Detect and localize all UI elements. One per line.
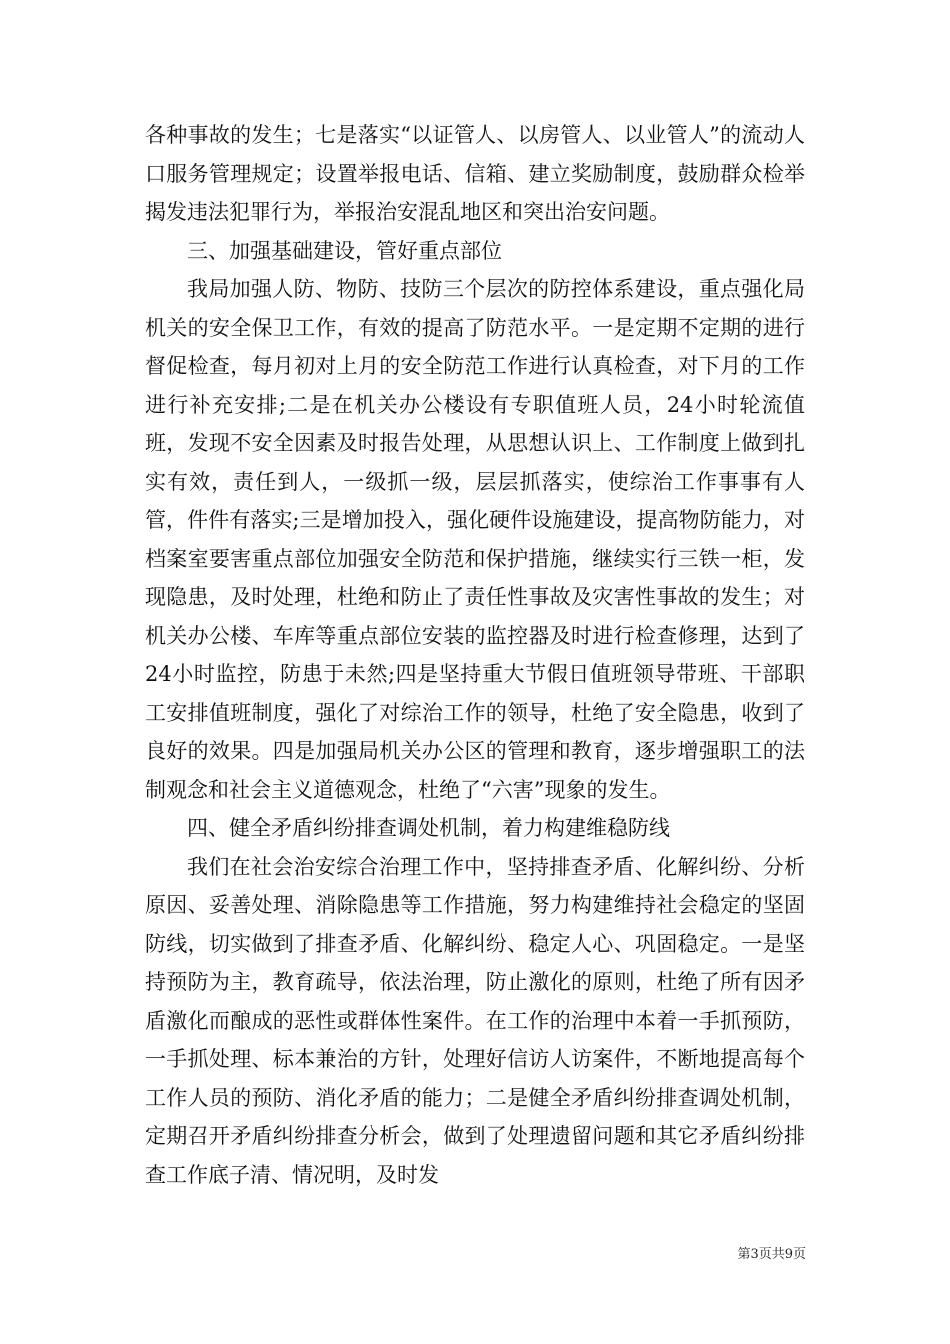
body-text xyxy=(145,116,805,1194)
paragraph-section-4: 我们在社会治安综合治理工作中，坚持排查矛盾、化解纠纷、分析原因、妥善处理、消除隐患等工作措施，努力构建维持社会稳定的坚固防线，切实做到了排查矛盾、化解纠纷、稳定人心、巩固稳定。一是坚持预防为主，教育疏导，依法治理，防止激化的原则，杜绝了所有因矛盾激化而酿成的恶性或群体性案件。在工作的治理中本着一手抓预防，一手抓处理、标本兼治的方针，处理好信访人访案件，不断地提高每个工作人员的预防、消化矛盾的能力；二是健全矛盾纠纷排查调处机制，定期召开矛盾纠纷排查分析会，做到了处理遗留问题和其它矛盾纠纷排查工作底子清、情况明，及时发 xyxy=(145,854,805,1187)
section-heading-4: 四、健全矛盾纠纷排查调处机制，着力构建维稳防线 xyxy=(187,816,670,840)
section-heading-3: 三、加强基础建设，管好重点部位 xyxy=(187,238,502,263)
paragraph-section-3: 我局加强人防、物防、技防三个层次的防控体系建设，重点强化局机关的安全保卫工作，有效的提高了防范水平。一是定期不定期的进行督促检查，每月初对上月的安全防范工作进行认真检查，对下月的工作进行补充安排;二是在机关办公楼设有专职值班人员，24小时轮流值班，发现不安全因素及时报告处理，从思想认识上、工作制度上做到扎实有效，责任到人，一级抓一级，层层抓落实，使综治工作事事有人管，件件有落实;三是增加投入，强化硬件设施建设，提高物防能力，对档案室要害重点部位加强安全防范和保护措施，继续实行三铁一柜，发现隐患，及时处理，杜绝和防止了责任性事故及灾害性事故的发生；对机关办公楼、车库等重点部位安装的监控器及时进行检查修理，达到了24小时监控，防患于未然;四是坚持重大节假日值班领导带班、干部职工安排值班制度，强化了对综治工作的领导，杜绝了安全隐患，收到了良好的效果。四是加强局机关办公区的管理和教育，逐步增强职工的法制观念和社会主义道德观念，杜绝了“六害”现象的发生。 xyxy=(145,277,805,802)
page-number: 第3页共9页 xyxy=(737,1247,806,1262)
paragraph-continued: 各种事故的发生；七是落实“以证管人、以房管人、以业管人”的流动人口服务管理规定；设置举报电话、信箱、建立奖励制度，鼓励群众检举揭发违法犯罪行为，举报治安混乱地区和突出治安问题。 xyxy=(145,123,805,224)
